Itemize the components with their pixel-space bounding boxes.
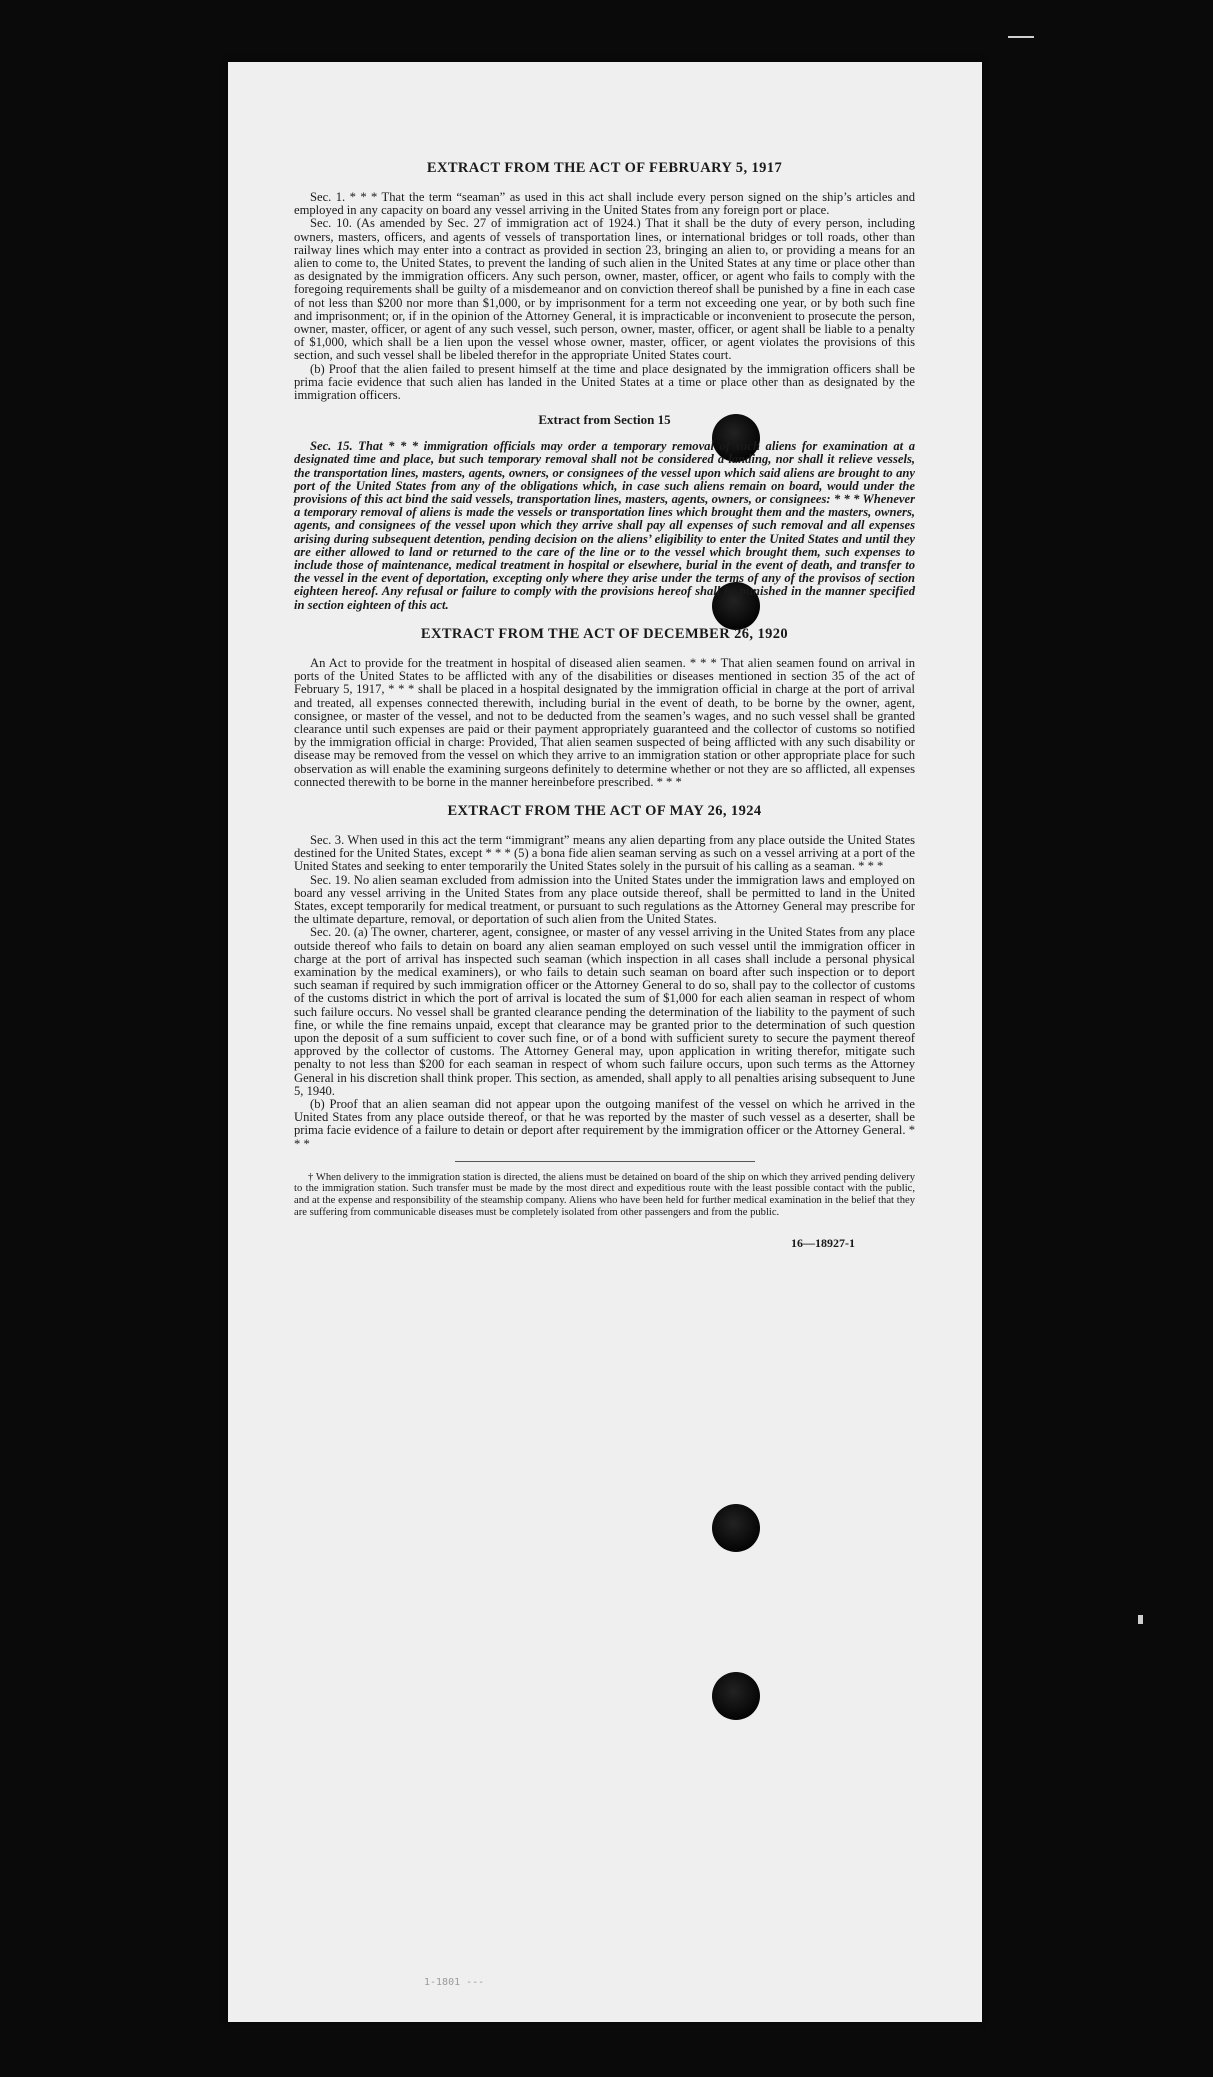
punch-hole (712, 1504, 760, 1552)
film-speck (1138, 1615, 1143, 1624)
paragraph-1920: An Act to provide for the treatment in hospital of diseased alien seamen. * * * That alien seamen found on arrival in ports of the United States to be afflicted with any of the disabilities or diseases mentioned in section 35 of the act of February 5, 1917, * * * shall be placed in a hospital designated by the immigration official in charge at the port of arrival and treated, all expenses connected therewith, including burial in the event of death, to be borne by the owner, agent, consignee, or master of the vessel, and not to be deducted from the seamen’s wages, and no such vessel shall be granted clearance until such expenses are paid or their payment appropriately guaranteed and the collector of customs so notified by the immigration official in charge: Provided, That alien seamen suspected of being afflicted with any such disability or disease may be removed from the vessel on which they arrive to an immigration station or other appropriate place for such observation as will enable the examining surgeons definitely to determine whether or not they are so afflicted, all expenses connected therewith to be borne in the manner hereinbefore prescribed. * * * (294, 655, 915, 789)
heading-section-15: Extract from Section 15 (538, 412, 671, 428)
document-page (228, 62, 982, 2022)
heading-act-1924: EXTRACT FROM THE ACT OF MAY 26, 1924 (447, 802, 762, 819)
form-code: 16—18927-1 (791, 1236, 855, 1251)
film-speck (1008, 36, 1034, 38)
paragraph-sec3: Sec. 3. When used in this act the term “immigrant” means any alien departing from any place outside the United States destined for the United States, except * * * (5) a bona fide alien seaman serving as such on a vessel arriving at a port of the United States and seeking to enter temporarily the United States solely in the pursuit of his calling as a seaman. * * * (294, 832, 915, 874)
footnote-divider (455, 1161, 755, 1162)
heading-act-1920: EXTRACT FROM THE ACT OF DECEMBER 26, 1920 (420, 625, 789, 642)
paragraph-sec10: Sec. 10. (As amended by Sec. 27 of immigration act of 1924.) That it shall be the duty of every person, including owners, masters, officers, and agents of vessels of transportation lines, or international bridges or toll roads, other than railway lines which may enter into a contract as provided in section 23, bringing an alien to, or providing a means for an alien to come to, the United States, to prevent the landing of such alien in the United States at any time or place other than as designated by the immigration officers. Any such person, owner, master, officer, or agent who fails to comply with the foregoing requirements shall be guilty of a misdemeanor and on conviction thereof shall be punished by a fine in each case of not less than $200 nor more than $1,000, or by imprisonment for a term not exceeding one year, or by both such fine and imprisonment; or, if in the opinion of the Attorney General, it is impracticable or inconvenient to prosecute the person, owner, master, officer, or agent of any such vessel, such person, owner, master, officer, or agent shall be liable to a penalty of $1,000, which shall be a lien upon the vessel whose owner, master, officer, or agent violates the provisions of this section, and such vessel shall be libeled therefor in the appropriate United States court. (294, 216, 915, 363)
paragraph-sec10b: (b) Proof that the alien failed to present himself at the time and place designated by the immigration officers shall be prima facie evidence that such alien has landed in the United States at a time or place other than as designated by the immigration officers. (294, 361, 915, 403)
paragraph-sec15: Sec. 15. That * * * immigration officials may order a temporary removal of such aliens for examination at a designated time and place, but such temporary removal shall not be considered a landing, nor shall it relieve vessels, the transportation lines, masters, agents, owners, or consignees of the vessel upon which said aliens are brought to any port of the United States from any of the obligations which, in case such aliens remain on board, would under the provisions of this act bind the said vessels, transportation lines, masters, agents, owners, or consignees: * * * Whenever a temporary removal of aliens is made the vessels or transportation lines which brought them and the masters, owners, agents, and consignees of the vessel upon which they arrive shall pay all expenses of such removal and all expenses arising during subsequent detention, pending decision on the aliens’ eligibility to enter the United States and until they are either allowed to land or returned to the care of the line or to the vessel which brought them, such expenses to include those of maintenance, medical treatment in hospital or elsewhere, burial in the event of death, and transfer to the vessel in the event of deportation, excepting only where they arise under the terms of any of the provisos of section eighteen hereof. Any refusal or failure to comply with the provisions hereof shall be punished in the manner specified in section eighteen of this act. (294, 439, 915, 612)
heading-act-1917: EXTRACT FROM THE ACT OF FEBRUARY 5, 1917 (426, 160, 783, 176)
document-body (294, 160, 915, 1251)
paragraph-sec20b: (b) Proof that an alien seaman did not appear upon the outgoing manifest of the vessel on which he arrived in the United States from any place outside thereof, or that he was reported by the master of such vessel as a deserter, shall be prima facie evidence of a failure to detain or deport after requirement by the immigration officer or the Attorney General. * * * (294, 1096, 915, 1151)
paragraph-sec20a: Sec. 20. (a) The owner, charterer, agent, consignee, or master of any vessel arriving in the United States from any place outside thereof who fails to detain on board any alien seaman employed on such vessel until the immigration officer in charge at the port of arrival has inspected such seaman (which inspection in all cases shall include a personal physical examination by the medical examiners), or who fails to detain such seaman on board after such inspection or to deport such seaman if required by such immigration officer or the Attorney General to do so, shall pay to the collector of customs of the customs district in which the port of arrival is located the sum of $1,000 for each alien seaman in respect of whom such failure occurs. No vessel shall be granted clearance pending the determination of the liability to the payment of such fine, or while the fine remains unpaid, except that clearance may be granted prior to the determination of such question upon the deposit of a sum sufficient to cover such fine, or of a bond with sufficient surety to secure the payment thereof approved by the collector of customs. The Attorney General may, upon application in writing therefor, mitigate such penalty to not less than $200 for each seaman in respect of whom such failure occurs, upon such terms as the Attorney General in his discretion shall think proper. This section, as amended, shall apply to all penalties arising subsequent to June 5, 1940. (294, 925, 915, 1098)
footnote: † When delivery to the immigration station is directed, the aliens must be detained on board of the ship on which they arrived pending delivery to the immigration station. Such transfer must be made by the most direct and expeditious route with the least possible contact with the public, and at the expense and responsibility of the steamship company. Aliens who have been held for further medical examination in the belief that they are suffering from communicable diseases must be completely isolated from other passengers and from the public. (294, 1171, 915, 1218)
paragraph-sec1: Sec. 1. * * * That the term “seaman” as used in this act shall include every person signed on the ship’s articles and employed in any capacity on board any vessel arriving in the United States from any foreign port or place. (294, 190, 915, 218)
faint-stamp: 1-1801 --- (424, 1977, 485, 1988)
punch-hole (712, 1672, 760, 1720)
paragraph-sec19: Sec. 19. No alien seaman excluded from admission into the United States under the immigration laws and employed on board any vessel arriving in the United States from any place outside thereof, shall be permitted to land in the United States, except temporarily for medical treatment, or pursuant to such regulations as the Attorney General may prescribe for the ultimate departure, removal, or deportation of such alien from the United States. (294, 872, 915, 927)
